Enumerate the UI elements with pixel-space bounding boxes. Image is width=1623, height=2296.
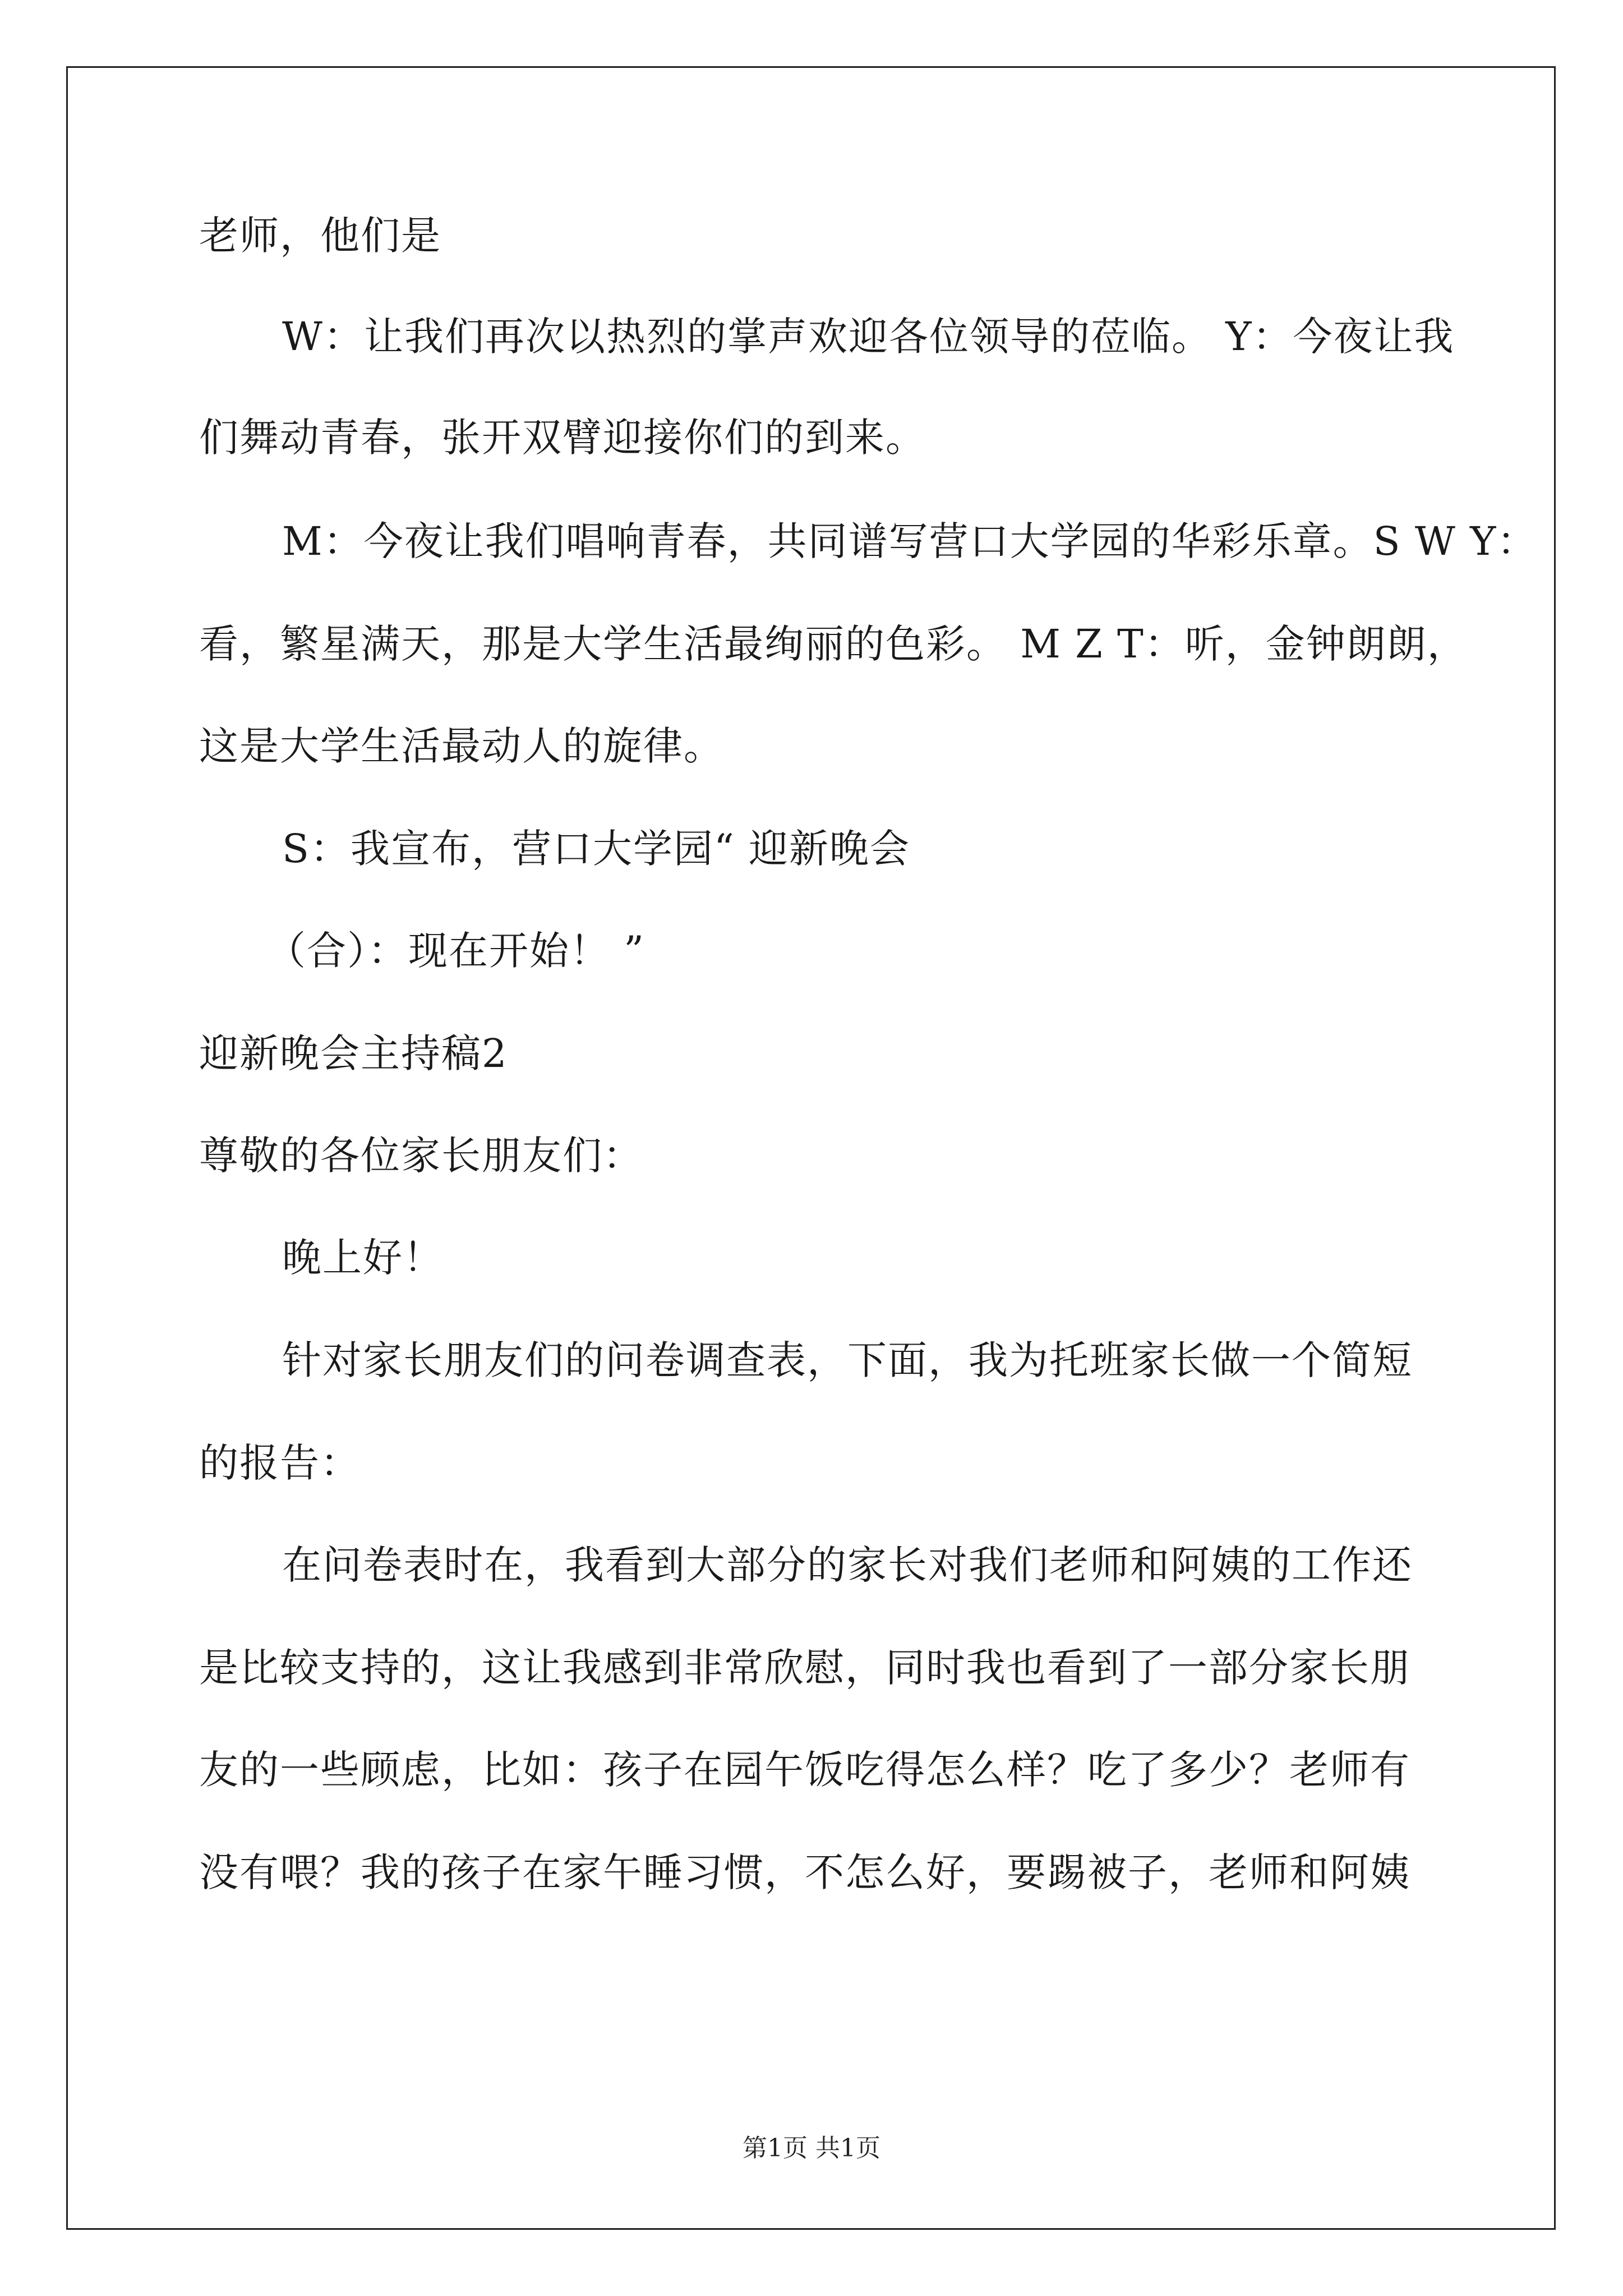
section-heading: 迎新晚会主持稿2 [199, 1030, 508, 1076]
text-line: W：让我们再次以热烈的掌声欢迎各位领导的莅临。 Y：今夜让我 [282, 314, 1455, 360]
text-line: 针对家长朋友们的问卷调查表，下面，我为托班家长做一个简短 [282, 1337, 1413, 1383]
text-line: 在问卷表时在，我看到大部分的家长对我们老师和阿姨的工作还 [282, 1542, 1413, 1588]
text-line: 们舞动青春，张开双臂迎接你们的到来。 [199, 415, 926, 461]
text-line: 尊敬的各位家长朋友们： [199, 1133, 643, 1179]
text-line: 看，繁星满天，那是大学生活最绚丽的色彩。 M Z T：听，金钟朗朗， [199, 621, 1468, 667]
text-line: 没有喂？我的孩子在家午睡习惯，不怎么好，要踢被子，老师和阿姨 [199, 1849, 1410, 1895]
text-line: 晚上好！ [282, 1235, 444, 1281]
text-line: 是比较支持的，这让我感到非常欣慰，同时我也看到了一部分家长朋 [199, 1645, 1410, 1691]
text-line: （合）：现在开始！ ” [266, 928, 645, 974]
text-line: 老师，他们是 [199, 213, 441, 259]
text-line: 的报告： [199, 1440, 361, 1486]
page-number-footer: 第1页 共1页 [743, 2134, 880, 2162]
text-line: 友的一些顾虑，比如：孩子在园午饭吃得怎么样？吃了多少？老师有 [199, 1747, 1410, 1793]
text-line: M：今夜让我们唱响青春，共同谱写营口大学园的华彩乐章。S W Y： [282, 518, 1538, 564]
text-line: 这是大学生活最动人的旋律。 [199, 723, 724, 769]
text-line: S：我宣布，营口大学园“ 迎新晚会 [282, 826, 910, 872]
